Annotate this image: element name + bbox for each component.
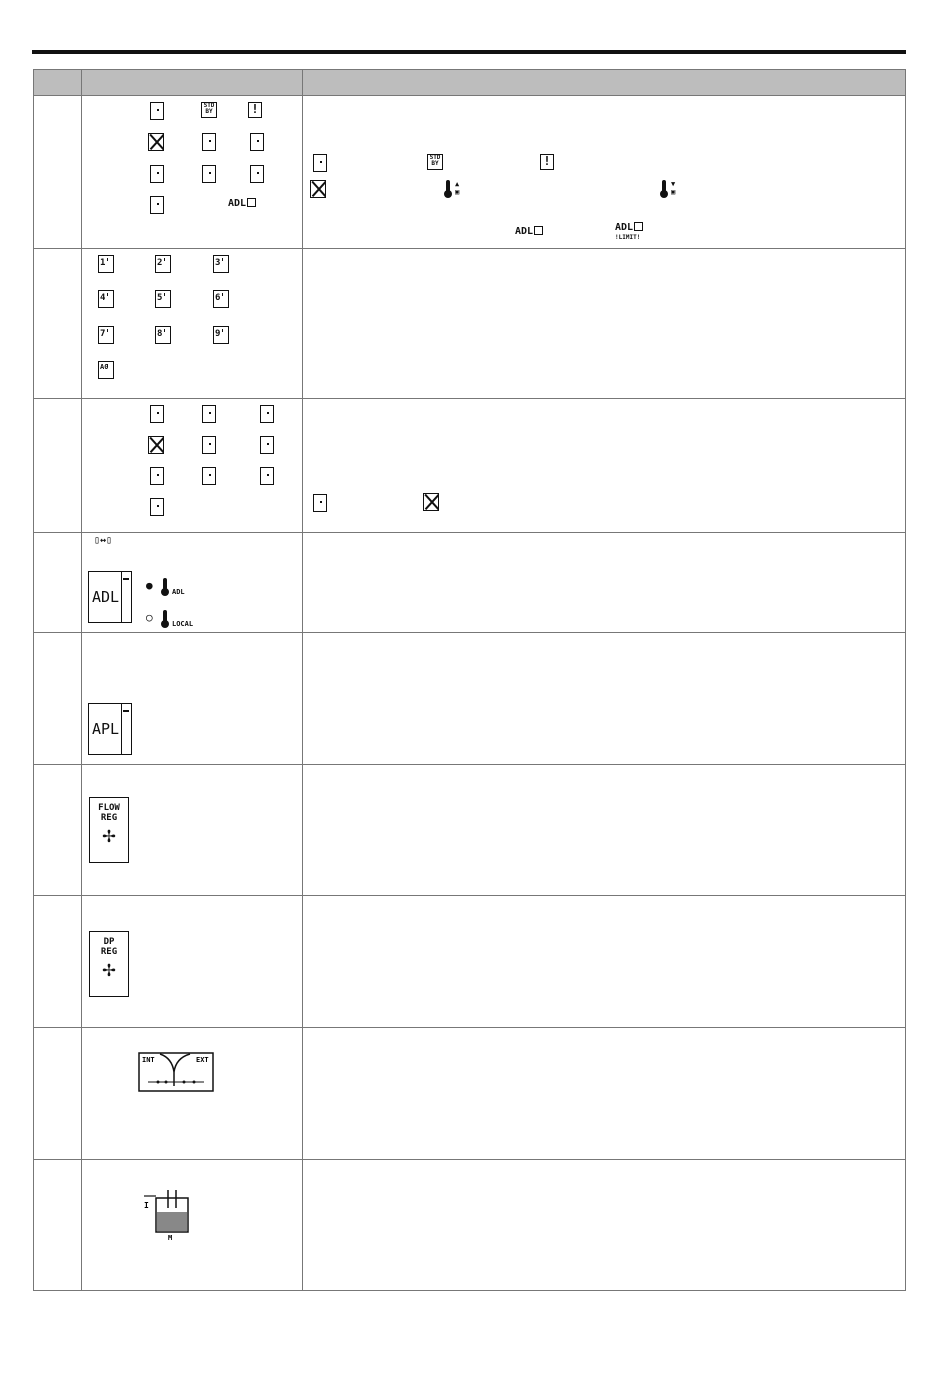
door-disabled-icon (310, 180, 326, 198)
row-number-cell (34, 96, 82, 249)
table-row (34, 533, 906, 633)
description-cell (303, 633, 906, 765)
adl-icon (515, 226, 543, 238)
number-a0-icon: A0 (98, 361, 114, 379)
description-cell (303, 533, 906, 633)
adl-limit-label: ADL (615, 222, 634, 233)
description-cell (303, 896, 906, 1028)
adl-limit-icon: ADL !LIMIT! (615, 222, 643, 241)
adl-sensor-label: ADL (172, 588, 185, 596)
int-ext-icon (138, 1052, 214, 1092)
table-row (34, 1028, 906, 1160)
door-icon (202, 467, 216, 485)
door-disabled-icon (148, 133, 164, 151)
door-icon (260, 467, 274, 485)
description-cell (303, 1028, 906, 1160)
header-cell-3 (303, 70, 906, 96)
table-row (34, 896, 906, 1028)
door-icon (202, 405, 216, 423)
alarm-mark: ! (543, 154, 551, 168)
tank-icon (142, 1188, 194, 1240)
description-cell (303, 1160, 906, 1291)
icon-cell (82, 896, 303, 1028)
door-icon (313, 494, 327, 512)
i-label: I (144, 1201, 149, 1210)
number-4-icon: 4 (98, 290, 114, 308)
standby-icon (427, 154, 443, 170)
icon-table (33, 69, 906, 1291)
icon-cell (82, 399, 303, 533)
row-number-cell (34, 1028, 82, 1160)
door-icon (260, 405, 274, 423)
row-number-cell (34, 533, 82, 633)
door-icon (202, 165, 216, 183)
door-icon (250, 165, 264, 183)
alarm-icon (248, 102, 262, 118)
row-number-cell (34, 765, 82, 896)
alarm-icon (540, 154, 554, 170)
door-icon (202, 133, 216, 151)
limit-label: LIMIT (618, 234, 637, 241)
door-icon (150, 102, 164, 120)
apl-panel-label: APL (92, 720, 120, 738)
local-sensor-label: LOCAL (172, 620, 194, 628)
table-row (34, 633, 906, 765)
header-cell-1 (34, 70, 82, 96)
icon-cell (82, 1028, 303, 1160)
row-number-cell (34, 249, 82, 399)
number-3-icon: 3 (213, 255, 229, 273)
row-number-cell (34, 896, 82, 1028)
empty-dot-icon: ○ (146, 611, 153, 624)
arrow-up-icon: ▲ ▣ (455, 180, 460, 196)
adl-box-icon (247, 198, 256, 207)
apl-panel-icon (88, 703, 132, 755)
door-disabled-icon (423, 493, 439, 511)
dp-label: DP (103, 937, 115, 947)
swap-icon: ▯↔▯ (94, 535, 113, 546)
number-5-icon: 5 (155, 290, 171, 308)
door-icon (313, 154, 327, 172)
description-cell (303, 399, 906, 533)
table-row (34, 249, 906, 399)
header-cell-2 (82, 70, 303, 96)
adl-box-icon (534, 226, 543, 235)
icon-cell (82, 249, 303, 399)
arrow-down-icon: ▼ ▣ (671, 180, 676, 196)
door-icon (150, 165, 164, 183)
door-icon (150, 405, 164, 423)
flow-label: FLOW (98, 803, 120, 813)
door-icon (150, 196, 164, 214)
reg-label: REG (100, 947, 118, 957)
row-number-cell (34, 633, 82, 765)
number-1-icon: 1 (98, 255, 114, 273)
door-icon (250, 133, 264, 151)
standby-icon (201, 102, 217, 118)
number-2-icon: 2 (155, 255, 171, 273)
description-cell (303, 249, 906, 399)
door-icon (150, 498, 164, 516)
adl-label: ADL (228, 198, 247, 209)
door-icon (150, 467, 164, 485)
number-7-icon: 7 (98, 326, 114, 344)
number-6-icon: 6 (213, 290, 229, 308)
description-cell (303, 765, 906, 896)
row-number-cell (34, 399, 82, 533)
door-disabled-icon (148, 436, 164, 454)
flow-regulation-icon (89, 797, 129, 863)
int-label: INT (142, 1056, 155, 1064)
fan-icon: ✢ (102, 823, 116, 848)
alarm-mark: ! (251, 102, 259, 116)
door-icon (260, 436, 274, 454)
icon-cell (82, 533, 303, 633)
number-9-icon: 9 (213, 326, 229, 344)
ext-label: EXT (196, 1056, 209, 1064)
filled-dot-icon: ● (146, 579, 153, 592)
adl-panel-icon (88, 571, 132, 623)
table-row (34, 765, 906, 896)
row-number-cell (34, 1160, 82, 1291)
adl-panel-label: ADL (92, 588, 120, 606)
table-row (34, 1160, 906, 1291)
number-8-icon: 8 (155, 326, 171, 344)
reg-label: REG (100, 813, 118, 823)
icon-cell (82, 633, 303, 765)
icon-cell (82, 765, 303, 896)
adl-label: ADL (515, 226, 534, 237)
fan-icon: ✢ (102, 957, 116, 982)
m-label: M (168, 1234, 173, 1240)
adl-box-icon (634, 222, 643, 231)
adl-icon (228, 198, 256, 210)
icon-cell (82, 1160, 303, 1291)
dp-regulation-icon (89, 931, 129, 997)
icon-cell (82, 96, 303, 249)
door-icon (202, 436, 216, 454)
description-cell (303, 96, 906, 249)
table-header-row (34, 70, 906, 96)
standby-label: STD BY (429, 154, 441, 167)
standby-label: STD BY (203, 102, 215, 115)
table-row (34, 96, 906, 249)
table-row (34, 399, 906, 533)
header-rule (32, 50, 906, 54)
